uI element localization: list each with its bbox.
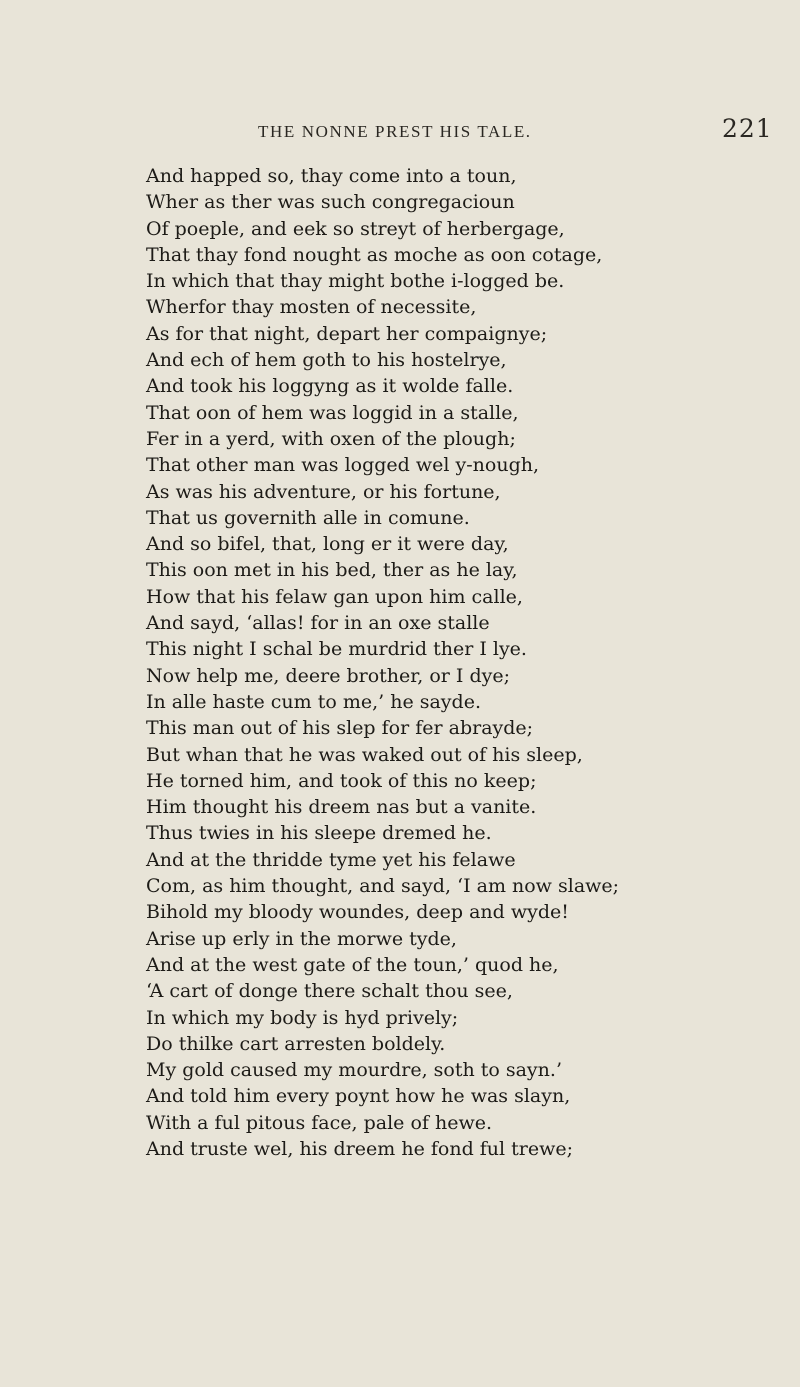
- verse-line: Com, as him thought, and sayd, ‘I am now slawe;: [146, 875, 620, 898]
- verse-line: Fer in a yerd, with oxen of the plough;: [146, 427, 516, 450]
- verse-line: But whan that he was waked out of his sleep,: [146, 743, 583, 766]
- verse-line: ‘A cart of donge there schalt thou see,: [146, 980, 513, 1003]
- verse-line: And at the thridde tyme yet his felawe: [146, 848, 516, 871]
- verse-line: Do thilke cart arresten boldely.: [146, 1032, 446, 1055]
- verse-line: As for that night, depart her compaignye;: [146, 322, 548, 345]
- verse-line: He torned him, and took of this no keep;: [146, 769, 537, 792]
- verse-line: And sayd, ‘allas! for in an oxe stalle: [146, 612, 490, 635]
- verse-line: Wherfor thay mosten of necessite,: [146, 296, 477, 319]
- verse-line: Of poeple, and eek so streyt of herbergage,: [146, 217, 565, 240]
- verse-line: Bihold my bloody woundes, deep and wyde!: [146, 901, 569, 924]
- verse-line: And took his loggyng as it wolde falle.: [146, 375, 514, 398]
- verse-line: That thay fond nought as moche as oon cotage,: [146, 243, 603, 266]
- verse-line: Now help me, deere brother, or I dye;: [146, 664, 511, 687]
- verse-line: In alle haste cum to me,’ he sayde.: [146, 690, 481, 713]
- verse-line: In which that thay might bothe i-logged be.: [146, 270, 565, 293]
- verse-line: Him thought his dreem nas but a vanite.: [146, 796, 537, 819]
- verse-line: And happed so, thay come into a toun,: [146, 165, 517, 187]
- verse-line: That us governith alle in comune.: [146, 506, 470, 529]
- verse-line: And truste wel, his dreem he fond ful trewe;: [146, 1137, 574, 1160]
- verse-line: And at the west gate of the toun,’ quod he,: [146, 953, 559, 976]
- verse-line: In which my body is hyd prively;: [146, 1006, 459, 1029]
- verse-line: Wher as ther was such congregacioun: [146, 191, 515, 214]
- verse-line: How that his felaw gan upon him calle,: [146, 585, 523, 608]
- verse-line: And ech of hem goth to his hostelrye,: [146, 349, 507, 372]
- verse-text: [146, 163, 619, 1162]
- verse-line: This night I schal be murdrid ther I lye.: [146, 638, 527, 661]
- verse-line: This oon met in his bed, ther as he lay,: [146, 559, 518, 582]
- running-title: THE NONNE PREST HIS TALE.: [258, 122, 532, 141]
- verse-line: And told him every poynt how he was slayn,: [146, 1085, 571, 1108]
- verse-line: That other man was logged wel y-nough,: [146, 454, 540, 477]
- verse-line: Thus twies in his sleepe dremed he.: [146, 822, 492, 845]
- verse-line: Arise up erly in the morwe tyde,: [146, 927, 457, 950]
- verse-line: My gold caused my mourdre, soth to sayn.’: [146, 1059, 562, 1082]
- verse-line: And so bifel, that, long er it were day,: [146, 533, 509, 556]
- verse-line: With a ful pitous face, pale of hewe.: [146, 1111, 492, 1134]
- verse-line: That oon of hem was loggid in a stalle,: [146, 401, 519, 424]
- page-number: 221: [722, 114, 773, 143]
- verse-line: As was his adventure, or his fortune,: [146, 480, 501, 503]
- verse-line: This man out of his slep for fer abrayde;: [146, 717, 534, 740]
